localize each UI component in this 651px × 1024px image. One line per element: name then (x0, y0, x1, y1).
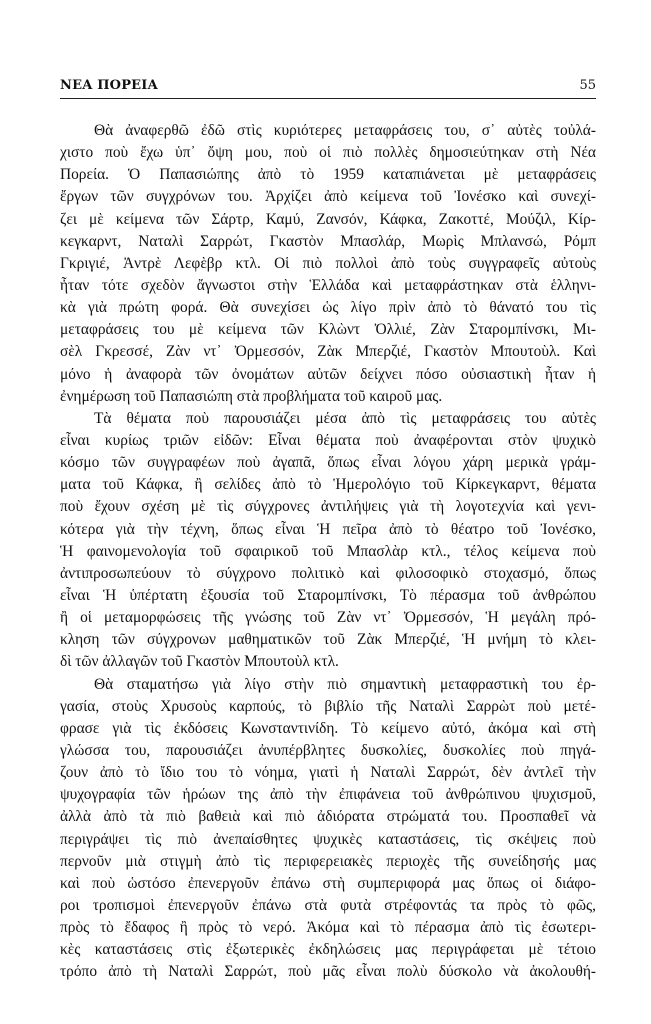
text-line: ἀλλὰ ἀπὸ τὰ πιὸ βαθειὰ καὶ πιὸ ἀδιόρατα στρώματά του. Προσπαθεῖ νὰ (60, 808, 596, 826)
text-line: φρασε γιὰ τὶς ἐκδόσεις Κωνσταντινίδη. Τὸ κείμενο αὐτό, ἀκόμα καὶ στὴ (60, 719, 596, 737)
text-line: ροι τροπισμοὶ ἐπενεργοῦν ἐπάνω στὰ φυτὰ στρέφοντάς τα πρὸς τὸ φῶς, (60, 896, 596, 914)
text-line: κεγκαρντ, Ναταλὶ Σαρρώτ, Γκαστὸν Μπασλάρ, Μωρὶς Μπλανσώ, Ρόμπ (60, 232, 596, 250)
text-line: ἢ οἱ μεταμορφώσεις τῆς γνώσης τοῦ Ζὰν ντ᾽ Ὀρμεσσόν, Ἡ μεγάλη πρό- (60, 609, 596, 627)
text-line: Θὰ ἀναφερθῶ ἐδῶ στὶς κυριότερες μεταφράσεις του, σ᾽ αὐτὲς τοὐλά- (94, 122, 596, 139)
text-line: ζει μὲ κείμενα τῶν Σάρτρ, Καμύ, Ζανσόν, Κάφκα, Ζακοττέ, Μούζιλ, Κίρ- (60, 210, 596, 228)
text-line: δὶ τῶν ἀλλαγῶν τοῦ Γκαστὸν Μπουτοὺλ κτλ. (60, 653, 339, 671)
text-line: χιστο ποὺ ἔχω ὑπ᾽ ὄψη μου, ποὺ οἱ πιὸ πολλὲς δημοσιεύτηκαν στὴ Νέα (60, 144, 596, 162)
text-line: γλώσσα του, παρουσιάζει ἀνυπέρβλητες δυσκολίες, δυσκολίες ποὺ πηγά- (60, 741, 596, 759)
journal-title: ΝΕΑ ΠΟΡΕΙΑ (60, 78, 158, 93)
text-line: ποὺ ἔχουν σχέση μὲ τὶς σύγχρονες ἀντιλήψεις γιὰ τὴ λογοτεχνία καὶ γενι- (60, 498, 596, 516)
text-line: Γκριγιέ, Ἀντρὲ Λεφὲβρ κτλ. Οἱ πιὸ πολλοὶ ἀπὸ τοὺς συγγραφεῖς αὐτοὺς (60, 254, 596, 272)
text-line: γασία, στοὺς Χρυσοὺς καρπούς, τὸ βιβλίο τῆς Ναταλὶ Σαρρὼτ ποὺ μετέ- (60, 697, 596, 715)
text-line: ματα τοῦ Κάφκα, ἢ σελίδες ἀπὸ τὸ Ἡμερολόγιο τοῦ Κίρκεγκαρντ, θέματα (60, 476, 596, 494)
text-line: πρὸς τὸ ἔδαφος ἢ πρὸς τὸ νερό. Ἀκόμα καὶ τὸ πέρασμα ἀπὸ τὶς ἐσωτερι- (60, 919, 596, 937)
text-line: περνοῦν μιὰ στιγμὴ ἀπὸ τὶς περιφερειακὲς περιοχὲς τῆς συνείδησής μας (60, 852, 596, 870)
text-line: σὲλ Γκρεσσέ, Ζὰν ντ᾽ Ὀρμεσσόν, Ζὰκ Μπερζιέ, Γκαστὸν Μπουτοὺλ. Καὶ (60, 343, 596, 361)
page-number: 55 (579, 78, 596, 93)
text-line: τρόπο ἀπὸ τὴ Ναταλὶ Σαρρώτ, ποὺ μᾶς εἶναι πολὺ δύσκολο νὰ ἀκολουθή- (60, 963, 596, 981)
text-line: εἶναι Ἡ ὑπέρτατη ἐξουσία τοῦ Σταρομπίνσκι, Τὸ πέρασμα τοῦ ἀνθρώπου (60, 586, 596, 604)
text-line: ἔργων τῶν συγχρόνων του. Ἀρχίζει ἀπὸ κείμενα τοῦ Ἰονέσκο καὶ συνεχί- (60, 188, 596, 206)
text-line: ἦταν τότε σχεδὸν ἄγνωστοι στὴν Ἑλλάδα καὶ μεταφράστηκαν στὰ ἑλληνι- (60, 276, 596, 294)
text-line: κληση τῶν σύγχρονων μαθηματικῶν τοῦ Ζὰκ Μπερζιέ, Ἡ μνήμη τὸ κλει- (60, 631, 596, 649)
text-line: μόνο ἡ ἀναφορὰ τῶν ὀνομάτων αὐτῶν δείχνει πόσο οὐσιαστικὴ ἦταν ἡ (60, 365, 596, 383)
text-line: καὶ ποὺ ὡστόσο ἐπενεργοῦν ἐπάνω στὴ συμπεριφορά μας ὅπως οἱ διάφο- (60, 874, 596, 892)
text-line: κότερα γιὰ τὴν τέχνη, ὅπως εἶναι Ἡ πεῖρα ἀπὸ τὸ θέατρο τοῦ Ἰονέσκο, (60, 520, 596, 538)
article-body (60, 120, 596, 983)
text-line: περιγράψει τὶς πιὸ ἀνεπαίσθητες ψυχικὲς καταστάσεις, τὶς σκέψεις ποὺ (60, 830, 596, 848)
text-line: Τὰ θέματα ποὺ παρουσιάζει μέσα ἀπὸ τὶς μεταφράσεις του αὐτὲς (94, 409, 596, 427)
text-line: Θὰ σταματήσω γιὰ λίγο στὴν πιὸ σημαντικὴ μεταφραστικὴ του ἐρ- (94, 675, 596, 693)
text-line: ἀντιπροσωπεύουν τὸ σύγχρονο πολιτικὸ καὶ φιλοσοφικὸ στοχασμό, ὅπως (60, 564, 596, 582)
text-line: ψυχογραφία τῶν ἡρώων της ἀπὸ τὴν ἐπιφάνεια τοῦ ἀνθρώπινου ψυχισμοῦ, (60, 786, 596, 804)
text-line: κόσμο τῶν συγγραφέων ποὺ ἀγαπᾶ, ὅπως εἶναι λόγου χάρη μερικὰ γράμ- (60, 454, 596, 472)
text-line: ζουν ἀπὸ τὸ ἴδιο του τὸ νόημα, γιατὶ ἡ Ναταλὶ Σαρρώτ, δὲν ἀντλεῖ τὴν (60, 764, 596, 782)
text-line: Ἡ φαινομενολογία τοῦ σφαιρικοῦ τοῦ Μπασλὰρ κτλ., τέλος κείμενα ποὺ (60, 542, 596, 560)
text-line: κὲς καταστάσεις στὶς ἐξωτερικὲς ἐκδηλώσεις μας περιγράφεται μὲ τέτοιο (60, 941, 596, 959)
text-line: ἐνημέρωση τοῦ Παπασιώπη στὰ προβλήματα τοῦ καιροῦ μας. (60, 387, 443, 405)
text-line: Πορεία. Ὁ Παπασιώπης ἀπὸ τὸ 1959 καταπιάνεται μὲ μεταφράσεις (60, 166, 596, 184)
running-header (60, 76, 596, 99)
text-line: κὰ γιὰ πρώτη φορά. Θὰ συνεχίσει ὡς λίγο πρὶν ἀπὸ τὸ θάνατό του τὶς (60, 299, 596, 317)
text-line: μεταφράσεις του μὲ κείμενα τῶν Κλὼντ Ὀλλιέ, Ζὰν Σταρομπίνσκι, Μι- (60, 321, 596, 339)
text-line: εἶναι κυρίως τριῶν εἰδῶν: Εἶναι θέματα ποὺ ἀναφέρονται στὸν ψυχικὸ (60, 431, 596, 449)
